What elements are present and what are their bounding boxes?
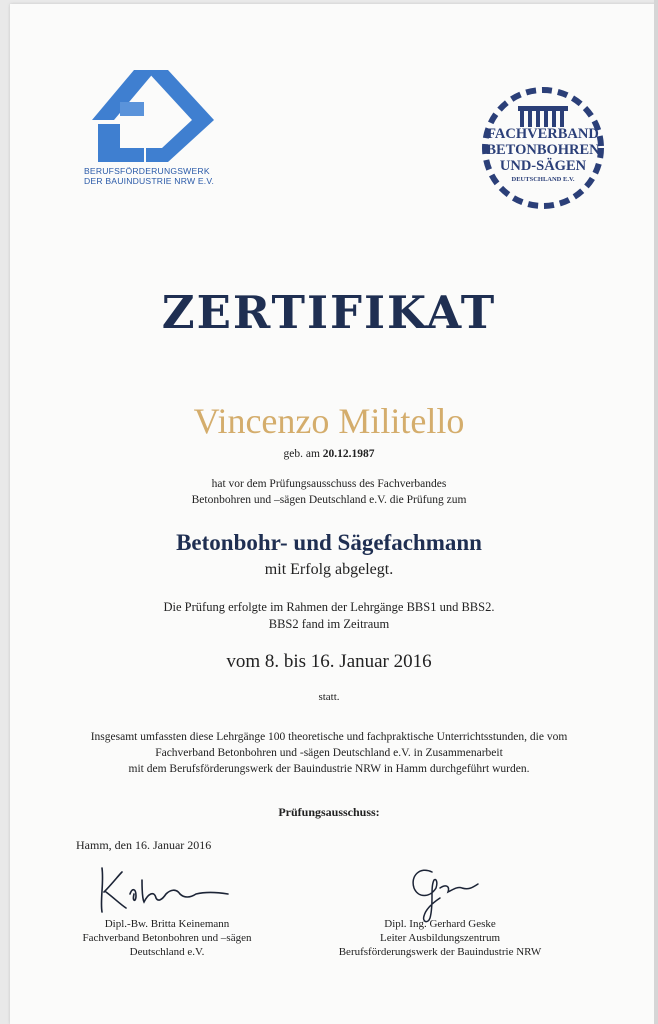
page-edge	[654, 0, 658, 1024]
signer-right-name: Dipl. Ing. Gerhard Geske	[384, 918, 496, 930]
course-line1: Die Prüfung erfolgte im Rahmen der Lehrgänge BBS1 und BBS2.	[163, 600, 495, 614]
intro-line1: hat vor dem Prüfungsausschuss des Fachverbandes	[211, 478, 447, 490]
course-period: vom 8. bis 16. Januar 2016	[226, 651, 432, 672]
total-line2: Fachverband Betonbohren und -sägen Deutschland e.V. in Zusammenarbeit	[155, 747, 503, 759]
seal-line2: BETONBOHREN	[486, 142, 600, 158]
logo-text-line1: BERUFSFÖRDERUNGSWERK	[84, 166, 210, 176]
signer-left-org-line2: Deutschland e.V.	[129, 946, 205, 958]
logo-text-line2: DER BAUINDUSTRIE NRW E.V.	[84, 176, 215, 186]
birth-prefix: geb. am	[283, 448, 320, 460]
course-text	[0, 599, 658, 633]
passed-text: mit Erfolg abgelegt.	[264, 561, 394, 578]
intro-line2: Betonbohren und –sägen Deutschland e.V. die Prüfung zum	[191, 494, 467, 506]
house-logo-icon	[84, 62, 214, 164]
seal-line4: DEUTSCHLAND E.V.	[511, 176, 575, 183]
total-hours-text	[0, 729, 658, 777]
signature-left	[92, 858, 242, 923]
signer-right-role: Leiter Ausbildungszentrum	[379, 932, 501, 944]
seal-line3: UND-SÄGEN	[499, 158, 587, 174]
recipient-name: Vincenzo Militello	[193, 401, 465, 441]
berufsfoerderungswerk-logo	[84, 62, 224, 186]
profession-title: Betonbohr- und Sägefachmann	[176, 530, 482, 555]
committee-heading: Prüfungsausschuss:	[278, 805, 380, 819]
signer-right-org: Berufsförderungswerk der Bauindustrie NRW	[338, 946, 542, 958]
statt-text: statt.	[318, 691, 340, 703]
birth-line	[0, 446, 658, 462]
total-line1: Insgesamt umfassten diese Lehrgänge 100 theoretische und fachpraktische Unterrichtsstunden, die vom	[90, 731, 568, 743]
seal-line1: FACHVERBAND	[487, 126, 599, 142]
birth-date: 20.12.1987	[322, 448, 375, 460]
signer-left-org-line1: Fachverband Betonbohren und –sägen	[82, 932, 252, 944]
signer-left-block	[60, 917, 274, 959]
place-date: Hamm, den 16. Januar 2016	[76, 838, 212, 852]
signer-right-block	[318, 917, 562, 959]
fachverband-seal	[478, 78, 608, 218]
course-line2: BBS2 fand im Zeitraum	[268, 617, 390, 631]
seal-icon	[478, 78, 608, 218]
signer-left-name: Dipl.-Bw. Britta Keinemann	[104, 918, 230, 930]
certificate-title: ZERTIFIKAT	[161, 286, 497, 339]
total-line3: mit dem Berufsförderungswerk der Bauindustrie NRW in Hamm durchgeführt wurden.	[128, 763, 530, 775]
intro-text	[0, 476, 658, 508]
